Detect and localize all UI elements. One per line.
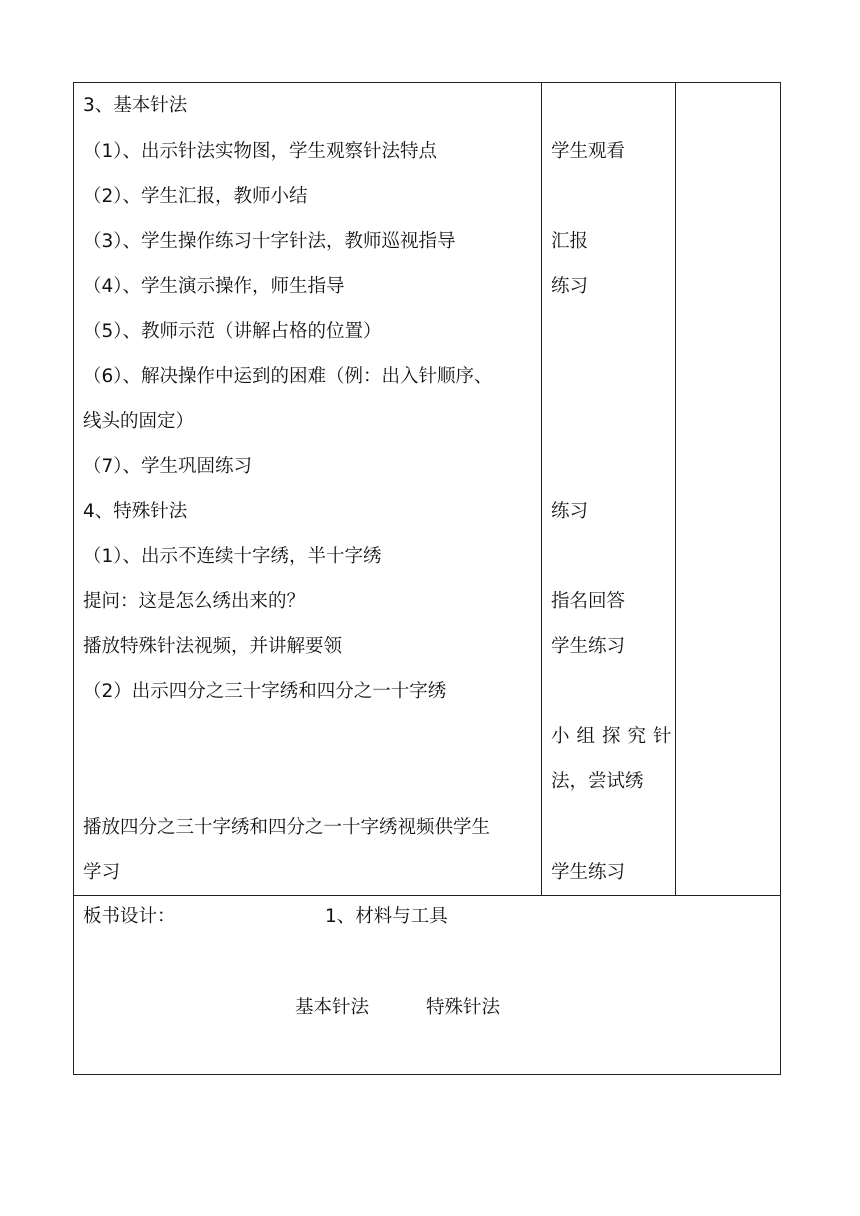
activity-line: 练习 <box>551 276 589 297</box>
activity-line: 法，尝试绣 <box>551 771 644 792</box>
procedure-line: （4）、学生演示操作，师生指导 <box>83 276 345 297</box>
procedure-line: 播放特殊针法视频，并讲解要领 <box>83 636 343 657</box>
board-design-title: 板书设计： <box>83 906 176 927</box>
procedure-line: （2）、学生汇报，教师小结 <box>83 186 308 207</box>
column-divider-1 <box>541 83 542 895</box>
procedure-line: （7）、学生巩固练习 <box>83 456 253 477</box>
procedure-line: （6）、解决操作中运到的困难（例：出入针顺序、 <box>83 366 493 387</box>
procedure-line: （5）、教师示范（讲解占格的位置） <box>83 321 382 342</box>
board-design-item: 基本针法 <box>295 997 370 1018</box>
procedure-line: 3、基本针法 <box>83 95 188 116</box>
row-divider <box>74 895 780 896</box>
activity-line: 学生观看 <box>551 141 626 162</box>
board-design-heading: 1、材料与工具 <box>325 906 448 927</box>
procedure-line: 4、特殊针法 <box>83 501 188 522</box>
activity-line: 学生练习 <box>551 862 626 883</box>
procedure-line: （3）、学生操作练习十字针法，教师巡视指导 <box>83 231 456 252</box>
activity-line: 练习 <box>551 501 589 522</box>
activity-line: 汇报 <box>551 231 589 252</box>
procedure-line: 学习 <box>83 862 121 883</box>
procedure-line: （1）、出示不连续十字绣，半十字绣 <box>83 546 382 567</box>
activity-line: 学生练习 <box>551 636 626 657</box>
procedure-line: 播放四分之三十字绣和四分之一十字绣视频供学生 <box>83 817 491 838</box>
activity-line: 指名回答 <box>551 591 626 612</box>
procedure-line: 提问：这是怎么绣出来的？ <box>83 591 306 612</box>
procedure-line: （1）、出示针法实物图，学生观察针法特点 <box>83 141 438 162</box>
procedure-line: 线头的固定） <box>83 411 195 432</box>
column-divider-2 <box>675 83 676 895</box>
activity-line: 小组探究针 <box>551 726 679 747</box>
board-design-item: 特殊针法 <box>426 997 501 1018</box>
procedure-line: （2）出示四分之三十字绣和四分之一十字绣 <box>83 681 447 702</box>
lesson-plan-table <box>73 82 781 1075</box>
